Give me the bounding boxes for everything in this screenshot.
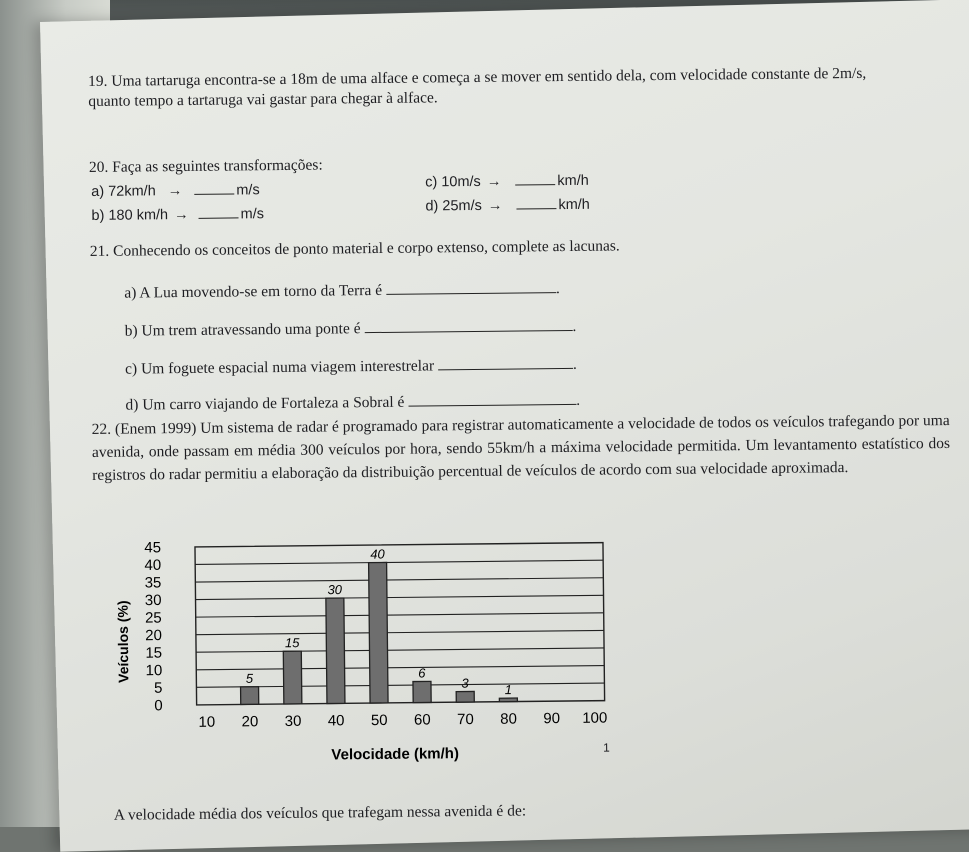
- arrow-icon: →: [174, 206, 189, 224]
- answer-blank[interactable]: [199, 205, 239, 218]
- conversion-d-prefix: d) 25m/s: [425, 197, 482, 215]
- gridline: [196, 595, 604, 599]
- bar: [283, 651, 302, 704]
- chart-x-tick-labels: [198, 710, 607, 731]
- data-label: 1: [504, 682, 512, 698]
- answer-blank[interactable]: [408, 392, 576, 407]
- gridline: [195, 560, 603, 564]
- period: .: [572, 355, 577, 373]
- item-21c: [125, 355, 577, 380]
- item-21d-text: d) Um carro viajando de Fortaleza a Sobral é: [125, 393, 405, 414]
- y-tick-label: 25: [144, 609, 162, 627]
- conversion-d: [425, 195, 590, 217]
- answer-blank[interactable]: [194, 181, 234, 194]
- x-tick-label: 50: [370, 711, 388, 730]
- data-label: 3: [461, 675, 469, 691]
- item-21d: [125, 391, 580, 416]
- conversion-b: [91, 204, 264, 226]
- y-tick-label: 15: [145, 644, 163, 662]
- chart-grid: [195, 543, 605, 705]
- chart-bars: [239, 561, 517, 704]
- arrow-icon: →: [167, 183, 183, 200]
- gridline: [195, 578, 603, 582]
- conversion-a-unit: m/s: [236, 182, 260, 199]
- conversion-c-unit: km/h: [557, 172, 589, 190]
- x-tick-label: 100: [582, 709, 608, 727]
- item-21b: [125, 317, 577, 342]
- data-label: 40: [370, 546, 385, 562]
- worksheet-content: [88, 63, 956, 822]
- period: .: [572, 317, 577, 335]
- y-tick-label: 45: [144, 539, 162, 557]
- question-21-title: 21. Conhecendo os conceitos de ponto material e corpo extenso, complete as lacunas.: [89, 237, 620, 260]
- y-tick-label: 35: [144, 574, 162, 592]
- data-label: 6: [418, 665, 426, 681]
- x-tick-label: 80: [500, 710, 518, 728]
- item-21a: [124, 279, 560, 304]
- bar: [499, 698, 517, 702]
- answer-blank[interactable]: [516, 196, 556, 209]
- arrow-icon: →: [487, 197, 503, 214]
- x-tick-label: 20: [241, 713, 259, 731]
- conversion-c: [425, 171, 589, 193]
- x-tick-label: 10: [198, 713, 216, 731]
- velocity-distribution-chart: [103, 528, 625, 773]
- y-tick-label: 5: [154, 679, 163, 697]
- answer-blank[interactable]: [438, 356, 573, 370]
- x-tick-label: 30: [284, 712, 302, 730]
- period: .: [576, 391, 581, 409]
- question-20-title: 20. Faça as seguintes transformações:: [88, 156, 323, 176]
- answer-blank[interactable]: [364, 318, 572, 333]
- item-21c-text: c) Um foguete espacial numa viagem interestrelar: [125, 357, 435, 378]
- gridline: [196, 630, 604, 634]
- chart-x-axis-label: Velocidade (km/h): [331, 745, 460, 764]
- item-21b-text: b) Um trem atravessando uma ponte é: [124, 320, 361, 340]
- margin-mark: [603, 740, 610, 755]
- margin-mark-text: 1: [603, 740, 610, 755]
- y-tick-label: 30: [144, 591, 162, 610]
- question-22: 22. (Enem 1999) Um sistema de radar é programado para registrar automaticamente a velocidade de todos os veículos trafegando por uma avenida, onde passam em média 300 veículos por hora, sendo 55km/h a máxima velocidade permitida. Um levantamento estatístico dos registros do radar permitiu a elaboração da distribuição percentual de veículos de acordo com sua velocidade aproximada.: [91, 411, 951, 484]
- answer-blank[interactable]: [515, 172, 555, 185]
- answer-blank[interactable]: [386, 280, 556, 295]
- x-tick-label: 70: [457, 710, 474, 729]
- bar: [369, 562, 388, 703]
- gridline: [196, 648, 604, 652]
- bar: [241, 687, 259, 705]
- x-tick-label: 40: [327, 712, 345, 730]
- data-label: 5: [245, 670, 254, 686]
- gridline: [196, 613, 604, 617]
- chart-y-axis-label: Veículos (%): [114, 600, 132, 683]
- bar: [456, 691, 474, 702]
- conversion-c-prefix: c) 10m/s: [425, 173, 481, 191]
- question-22-prompt: A velocidade média dos veículos que trafegam nessa avenida é de:: [113, 801, 527, 824]
- item-21a-text: a) A Lua movendo-se em torno da Terra é: [124, 281, 383, 302]
- conversion-a-prefix: a) 72km/h: [91, 183, 156, 200]
- period: .: [555, 280, 560, 298]
- data-label: 15: [284, 635, 300, 651]
- conversion-b-prefix: b) 180 km/h: [91, 207, 169, 224]
- bar: [413, 681, 431, 702]
- x-tick-label: 60: [413, 711, 431, 729]
- arrow-icon: →: [486, 173, 502, 190]
- chart-frame: [195, 543, 605, 705]
- conversion-a: [91, 180, 260, 202]
- data-label: 30: [327, 582, 343, 598]
- gridline: [196, 666, 604, 670]
- x-tick-label: 90: [543, 710, 561, 728]
- y-tick-label: 0: [154, 697, 163, 715]
- y-tick-label: 20: [145, 627, 162, 645]
- chart-y-tick-labels: [144, 539, 163, 714]
- y-tick-label: 40: [144, 556, 162, 574]
- conversion-b-unit: m/s: [240, 206, 265, 223]
- bar: [326, 598, 345, 704]
- question-19: 19. Uma tartaruga encontra-se a 18m de uma alface e começa a se mover em sentido dela, com velocidade constante de 2m/s, quanto tempo a tartaruga vai gastar para chegar à alface.: [88, 64, 867, 110]
- conversion-d-unit: km/h: [558, 196, 590, 214]
- y-tick-label: 10: [145, 662, 163, 680]
